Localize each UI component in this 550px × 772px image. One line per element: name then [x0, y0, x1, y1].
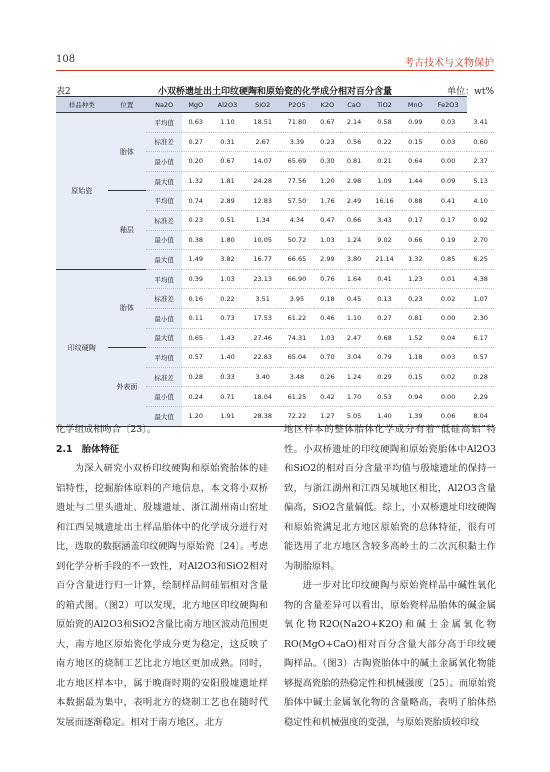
value-cell: 0.27 — [367, 308, 401, 328]
value-cell: 61.25 — [280, 387, 314, 407]
value-cell: 27.46 — [246, 328, 280, 348]
value-cell: 14.07 — [246, 152, 280, 172]
value-cell: 1.09 — [367, 171, 401, 191]
column-header: P2O5 — [280, 97, 314, 113]
value-cell: 0.51 — [209, 210, 245, 230]
value-cell: 1.44 — [402, 171, 429, 191]
value-cell: 3.51 — [246, 289, 280, 309]
value-cell: 77.56 — [280, 171, 314, 191]
value-cell: 0.09 — [429, 171, 467, 191]
value-cell: 0.53 — [367, 387, 401, 407]
value-cell: 0.41 — [429, 191, 467, 211]
value-cell: 0.01 — [429, 269, 467, 289]
value-cell: 0.21 — [367, 152, 401, 172]
stat-label-cell: 标准差 — [146, 132, 182, 152]
value-cell: 6.25 — [467, 250, 494, 270]
value-cell: 6.17 — [467, 328, 494, 348]
page-header — [56, 54, 494, 68]
right-column — [284, 420, 496, 732]
value-cell: 3.95 — [280, 289, 314, 309]
value-cell: 1.20 — [182, 406, 209, 426]
value-cell: 2.67 — [246, 132, 280, 152]
value-cell: 0.58 — [367, 113, 401, 133]
value-cell: 0.67 — [209, 152, 245, 172]
value-cell: 0.39 — [182, 269, 209, 289]
value-cell: 0.79 — [367, 348, 401, 368]
value-cell: 1.70 — [341, 387, 368, 407]
value-cell: 23.13 — [246, 269, 280, 289]
value-cell: 1.39 — [402, 406, 429, 426]
value-cell: 0.19 — [429, 230, 467, 250]
value-cell: 0.02 — [429, 367, 467, 387]
stat-label-cell: 最小值 — [146, 152, 182, 172]
value-cell: 0.47 — [314, 210, 341, 230]
value-cell: 0.24 — [182, 387, 209, 407]
value-cell: 3.04 — [341, 348, 368, 368]
header-rule — [56, 70, 494, 71]
value-cell: 0.57 — [467, 348, 494, 368]
stat-label-cell: 最大值 — [146, 406, 182, 426]
value-cell: 65.04 — [280, 348, 314, 368]
value-cell: 5.13 — [467, 171, 494, 191]
column-header: 位置 — [108, 97, 147, 113]
value-cell: 0.88 — [402, 191, 429, 211]
table-row — [56, 348, 494, 368]
column-header: Fe2O3 — [429, 97, 467, 113]
stat-label-cell: 最小值 — [146, 230, 182, 250]
value-cell: 4.34 — [280, 210, 314, 230]
value-cell: 0.27 — [182, 132, 209, 152]
value-cell: 2.47 — [341, 328, 368, 348]
value-cell: 3.82 — [209, 250, 245, 270]
value-cell: 0.67 — [314, 113, 341, 133]
value-cell: 0.42 — [314, 387, 341, 407]
value-cell: 3.80 — [341, 250, 368, 270]
stat-label-cell: 平均值 — [146, 348, 182, 368]
value-cell: 1.34 — [246, 210, 280, 230]
value-cell: 0.03 — [429, 113, 467, 133]
value-cell: 0.85 — [429, 250, 467, 270]
value-cell: 16.77 — [246, 250, 280, 270]
value-cell: 0.17 — [429, 210, 467, 230]
column-header: TiO2 — [367, 97, 401, 113]
value-cell: 0.73 — [209, 308, 245, 328]
value-cell: 0.26 — [314, 367, 341, 387]
value-cell: 0.66 — [341, 210, 368, 230]
value-cell: 50.72 — [280, 230, 314, 250]
journal-title: 考古技术与文物保护 — [404, 58, 494, 69]
value-cell: 0.18 — [314, 289, 341, 309]
value-cell: 3.41 — [467, 113, 494, 133]
table-row — [56, 191, 494, 211]
stat-label-cell: 最小值 — [146, 387, 182, 407]
value-cell: 0.81 — [402, 308, 429, 328]
stat-label-cell: 标准差 — [146, 367, 182, 387]
value-cell: 1.18 — [402, 348, 429, 368]
value-cell: 66.65 — [280, 250, 314, 270]
column-header: 样品种类 — [56, 97, 108, 113]
column-header: SiO2 — [246, 97, 280, 113]
value-cell: 5.05 — [341, 406, 368, 426]
column-header: Na2O — [146, 97, 182, 113]
stat-label-cell: 标准差 — [146, 289, 182, 309]
value-cell: 2.49 — [341, 191, 368, 211]
sample-type-cell: 印纹硬陶 — [56, 269, 108, 426]
value-cell: 71.80 — [280, 113, 314, 133]
value-cell: 3.40 — [246, 367, 280, 387]
value-cell: 2.98 — [341, 171, 368, 191]
position-cell: 釉层 — [108, 191, 147, 269]
value-cell: 0.23 — [314, 132, 341, 152]
value-cell: 0.00 — [429, 308, 467, 328]
value-cell: 0.16 — [182, 289, 209, 309]
value-cell: 0.03 — [429, 348, 467, 368]
value-cell: 1.76 — [314, 191, 341, 211]
value-cell: 1.81 — [209, 171, 245, 191]
value-cell: 1.24 — [341, 230, 368, 250]
value-cell: 0.06 — [429, 406, 467, 426]
value-cell: 2.70 — [467, 230, 494, 250]
value-cell: 0.17 — [402, 210, 429, 230]
stat-label-cell: 最大值 — [146, 250, 182, 270]
value-cell: 28.38 — [246, 406, 280, 426]
value-cell: 1.20 — [314, 171, 341, 191]
value-cell: 18.04 — [246, 387, 280, 407]
table-unit: 单位：wt% — [447, 87, 494, 97]
value-cell: 1.49 — [182, 250, 209, 270]
value-cell: 0.45 — [341, 289, 368, 309]
stat-label-cell: 标准差 — [146, 210, 182, 230]
position-cell: 胎体 — [108, 113, 147, 191]
value-cell: 1.07 — [467, 289, 494, 309]
value-cell: 0.65 — [182, 328, 209, 348]
value-cell: 1.43 — [209, 328, 245, 348]
value-cell: 0.71 — [209, 387, 245, 407]
value-cell: 0.64 — [402, 152, 429, 172]
column-header: K2O — [314, 97, 341, 113]
value-cell: 10.05 — [246, 230, 280, 250]
value-cell: 0.13 — [367, 289, 401, 309]
value-cell: 0.38 — [182, 230, 209, 250]
value-cell: 1.32 — [402, 250, 429, 270]
value-cell: 1.52 — [402, 328, 429, 348]
value-cell: 2.99 — [314, 250, 341, 270]
value-cell: 0.60 — [467, 132, 494, 152]
value-cell: 2.30 — [467, 308, 494, 328]
value-cell: 0.15 — [402, 367, 429, 387]
value-cell: 1.80 — [209, 230, 245, 250]
value-cell: 1.32 — [182, 171, 209, 191]
value-cell: 1.40 — [209, 348, 245, 368]
value-cell: 1.40 — [367, 406, 401, 426]
value-cell: 0.33 — [209, 367, 245, 387]
table-header-row — [56, 97, 494, 113]
value-cell: 22.83 — [246, 348, 280, 368]
value-cell: 24.28 — [246, 171, 280, 191]
page-number: 108 — [56, 54, 76, 65]
value-cell: 2.29 — [467, 387, 494, 407]
value-cell: 1.03 — [209, 269, 245, 289]
value-cell: 0.11 — [182, 308, 209, 328]
value-cell: 0.74 — [182, 191, 209, 211]
column-header: CaO — [341, 97, 368, 113]
table-label: 表2 — [56, 87, 71, 97]
value-cell: 61.22 — [280, 308, 314, 328]
value-cell: 3.48 — [280, 367, 314, 387]
value-cell: 9.02 — [367, 230, 401, 250]
value-cell: 0.20 — [182, 152, 209, 172]
value-cell: 0.31 — [209, 132, 245, 152]
value-cell: 57.50 — [280, 191, 314, 211]
right-paragraph-1: 地区样本的整体胎体化学成分有着“低硅高铝”特性。小双桥遗址的印纹硬陶和原始瓷胎体中Al2O3和SiO2的相对百分含量平均值与殷墟遗址的保持一致，与浙江湖州和江西吴城地区相比，Al2O3含量偏高，SiO2含量偏低。综上，小双桥遗址印纹硬陶和原始瓷满足北方地区原始瓷的总体特征，很有可能选用了北方地区含较多高岭土的二次沉积黏土作为制胎原料。 — [284, 424, 496, 572]
value-cell: 12.83 — [246, 191, 280, 211]
value-cell: 0.66 — [402, 230, 429, 250]
section-heading: 2.1 胎体特征 — [56, 443, 119, 455]
value-cell: 0.70 — [314, 348, 341, 368]
value-cell: 72.22 — [280, 406, 314, 426]
value-cell: 0.29 — [367, 367, 401, 387]
column-header: MgO — [182, 97, 209, 113]
left-first-line: 化学组成相吻合〔23〕。 — [56, 424, 157, 435]
value-cell: 17.53 — [246, 308, 280, 328]
value-cell: 1.10 — [341, 308, 368, 328]
stat-label-cell: 最大值 — [146, 328, 182, 348]
value-cell: 16.16 — [367, 191, 401, 211]
value-cell: 1.27 — [314, 406, 341, 426]
right-paragraph-2: 进一步对比印纹硬陶与原始瓷样品中碱性氧化物的含量差异可以看出，原始瓷样品胎体的碱金属氧化物R2O(Na2O+K2O)和碱土金属氧化物RO(MgO+CaO)相对百分含量大部分高于印纹硬陶样品。（图3）古陶瓷胎体中的碱土金属氧化物能够提高瓷胎的热稳定性和机械强度〔25〕。而原始瓷胎体中碱土金属氧化物的含量略高，表明了胎体热稳定性和机械强度的变强，与原始瓷胎质较印纹 — [284, 580, 496, 728]
value-cell: 1.23 — [402, 269, 429, 289]
value-cell: 74.31 — [280, 328, 314, 348]
value-cell: 0.22 — [209, 289, 245, 309]
value-cell: 21.14 — [367, 250, 401, 270]
table-row — [56, 269, 494, 289]
value-cell: 1.03 — [314, 230, 341, 250]
value-cell: 1.64 — [341, 269, 368, 289]
value-cell: 0.03 — [429, 132, 467, 152]
value-cell: 0.94 — [402, 387, 429, 407]
stat-label-cell: 平均值 — [146, 113, 182, 133]
value-cell: 0.23 — [402, 289, 429, 309]
value-cell: 0.15 — [402, 132, 429, 152]
value-cell: 4.10 — [467, 191, 494, 211]
value-cell: 0.28 — [182, 367, 209, 387]
stat-label-cell: 最小值 — [146, 308, 182, 328]
value-cell: 0.00 — [429, 387, 467, 407]
position-cell: 外表面 — [108, 348, 147, 426]
composition-table — [56, 96, 494, 427]
value-cell: 0.46 — [314, 308, 341, 328]
value-cell: 1.03 — [314, 328, 341, 348]
value-cell: 0.99 — [402, 113, 429, 133]
value-cell: 0.02 — [429, 289, 467, 309]
column-header: Al2O3 — [209, 97, 245, 113]
value-cell: 65.69 — [280, 152, 314, 172]
value-cell: 0.57 — [182, 348, 209, 368]
value-cell: 0.41 — [367, 269, 401, 289]
value-cell: 18.51 — [246, 113, 280, 133]
value-cell: 8.04 — [467, 406, 494, 426]
column-header: MnO — [402, 97, 429, 113]
value-cell: 1.10 — [209, 113, 245, 133]
value-cell: 3.43 — [367, 210, 401, 230]
value-cell: 1.24 — [341, 367, 368, 387]
value-cell: 0.30 — [314, 152, 341, 172]
value-cell: 2.37 — [467, 152, 494, 172]
value-cell: 0.28 — [467, 367, 494, 387]
value-cell: 4.38 — [467, 269, 494, 289]
stat-label-cell: 平均值 — [146, 269, 182, 289]
value-cell: 0.92 — [467, 210, 494, 230]
value-cell: 0.56 — [341, 132, 368, 152]
value-cell: 1.91 — [209, 406, 245, 426]
value-cell: 0.81 — [341, 152, 368, 172]
value-cell: 2.14 — [341, 113, 368, 133]
value-cell: 0.22 — [367, 132, 401, 152]
value-cell: 0.63 — [182, 113, 209, 133]
left-paragraph: 为深入研究小双桥印纹硬陶和原始瓷胎体的硅铝特性，挖掘胎体原料的产地信息，本文将小双桥遗址与二里头遗址、殷墟遗址、浙江湖州南山窑址和江西吴城遗址出土样品胎体中的化学成分进行对比，选取的数据涵盖印纹硬陶与原始瓷〔24〕。考虑到化学分析手段的不一致性，对Al2O3和SiO2相对百分含量进行归一计算，绘制样品间硅铝相对含量的箱式图。（图2）可以发现，北方地区印纹硬陶和原始瓷的Al2O3和SiO2含量比南方地区波动范围更大，南方地区原始瓷化学成分更为稳定，这反映了南方地区的烧制工艺比北方地区更加成熟。同时，北方地区样本中，属于晚商时期的安阳殷墟遗址样本数据最为集中，表明北方的烧制工艺也在随时代发展而逐渐稳定。相对于南方地区，北方 — [56, 463, 268, 728]
value-cell: 2.89 — [209, 191, 245, 211]
stat-label-cell: 平均值 — [146, 191, 182, 211]
value-cell: 0.23 — [182, 210, 209, 230]
stat-label-cell: 最大值 — [146, 171, 182, 191]
value-cell: 3.39 — [280, 132, 314, 152]
value-cell: 0.00 — [429, 152, 467, 172]
value-cell: 0.68 — [367, 328, 401, 348]
left-column — [56, 420, 268, 732]
value-cell: 0.04 — [429, 328, 467, 348]
value-cell: 0.76 — [314, 269, 341, 289]
value-cell: 66.90 — [280, 269, 314, 289]
position-cell: 胎体 — [108, 269, 147, 347]
table-row — [56, 113, 494, 133]
sample-type-cell: 原始瓷 — [56, 113, 108, 270]
table-title: 小双桥遗址出土印纹硬陶和原始瓷的化学成分相对百分含量 — [157, 87, 392, 97]
